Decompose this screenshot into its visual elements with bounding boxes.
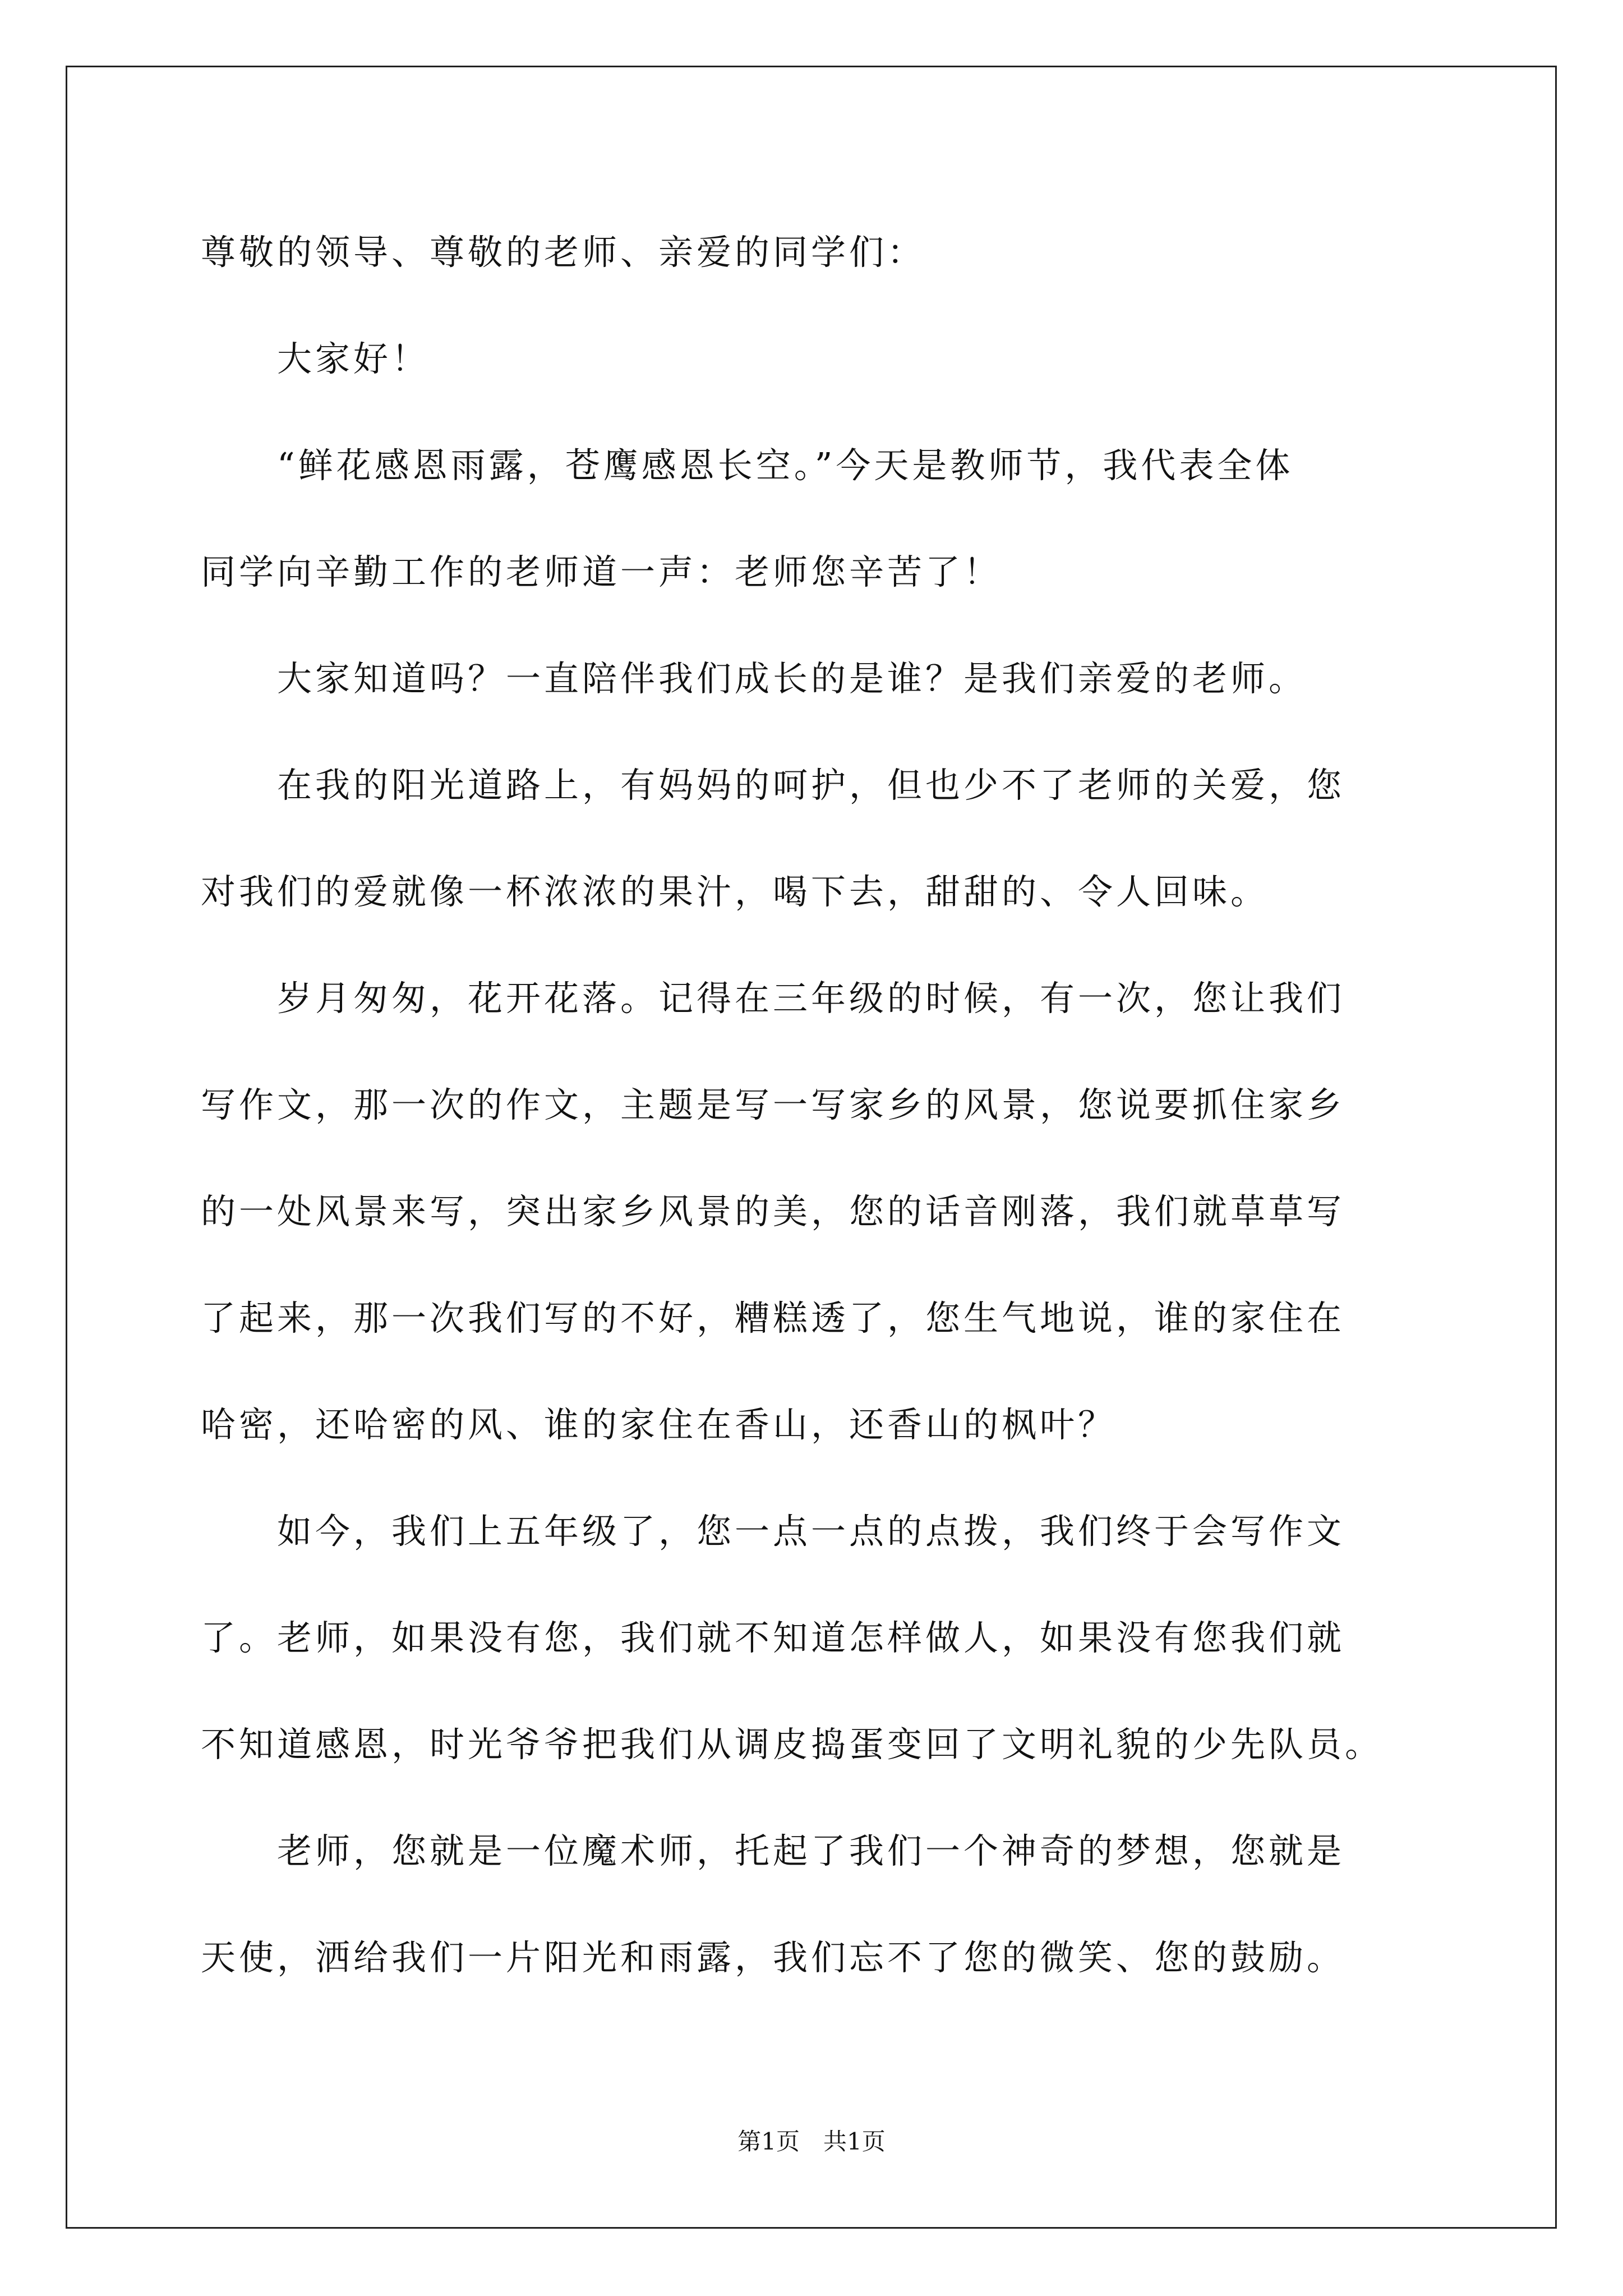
body-line: 天使，洒给我们一片阳光和雨露，我们忘不了您的微笑、您的鼓励。	[201, 1937, 1345, 1978]
salutation-line: 尊敬的领导、尊敬的老师、亲爱的同学们：	[201, 232, 926, 273]
body-line: 在我的阳光道路上，有妈妈的呵护，但也少不了老师的关爱，您	[201, 765, 1345, 806]
body-line: 写作文，那一次的作文，主题是写一写家乡的风景，您说要抓住家乡	[201, 1084, 1345, 1125]
body-line: 了起来，那一次我们写的不好，糟糕透了，您生气地说，谁的家住在	[201, 1297, 1345, 1338]
body-line: 老师，您就是一位魔术师，托起了我们一个神奇的梦想，您就是	[201, 1830, 1345, 1871]
page-footer: 第1页 共1页	[737, 2128, 886, 2155]
body-line: 的一处风景来写，突出家乡风景的美，您的话音刚落，我们就草草写	[201, 1191, 1345, 1232]
page-border	[66, 66, 1557, 2229]
body-line: 大家知道吗？一直陪伴我们成长的是谁？是我们亲爱的老师。	[201, 658, 1307, 699]
body-line: 对我们的爱就像一杯浓浓的果汁，喝下去，甜甜的、令人回味。	[201, 871, 1269, 912]
body-line: 哈密，还哈密的风、谁的家住在香山，还香山的枫叶？	[201, 1404, 1117, 1445]
body-line: 同学向辛勤工作的老师道一声：老师您辛苦了！	[201, 551, 1002, 592]
body-line: 不知道感恩，时光爷爷把我们从调皮捣蛋变回了文明礼貌的少先队员。	[201, 1724, 1384, 1765]
greeting-line: 大家好！	[201, 338, 430, 379]
body-line: 岁月匆匆，花开花落。记得在三年级的时候，有一次，您让我们	[201, 978, 1345, 1019]
body-line: 如今，我们上五年级了，您一点一点的点拨，我们终于会写作文	[201, 1511, 1345, 1552]
body-line: “鲜花感恩雨露，苍鹰感恩长空。”今天是教师节，我代表全体	[201, 445, 1294, 486]
body-line: 了。老师，如果没有您，我们就不知道怎样做人，如果没有您我们就	[201, 1617, 1345, 1658]
